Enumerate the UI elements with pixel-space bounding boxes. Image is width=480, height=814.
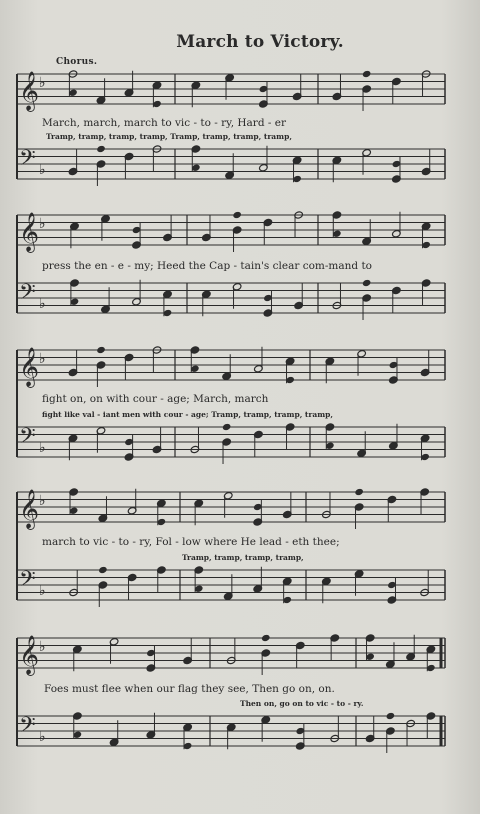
system-1-small-lyric: Tramp, tramp, tramp, tramp, Tramp, tramp, tramp, tramp, <box>46 132 292 141</box>
note-head <box>98 566 108 574</box>
treble-clef-icon: 𝄞 <box>19 212 40 252</box>
hymn-title: March to Victory. <box>176 32 344 52</box>
flat-icon: ♭ <box>39 162 46 178</box>
flat-icon: ♭ <box>39 296 46 312</box>
flat-icon: ♭ <box>39 639 46 655</box>
system-5-small-lyric: Then on, go on to vic - to - ry. <box>240 699 364 708</box>
treble-clef-icon: 𝄞 <box>19 635 40 675</box>
flat-icon: ♭ <box>39 440 46 456</box>
treble-clef-icon: 𝄞 <box>19 71 40 111</box>
bass-clef-icon: 𝄢 <box>19 280 36 310</box>
flat-icon: ♭ <box>39 729 46 745</box>
note-head <box>362 70 372 78</box>
note-head <box>232 211 242 219</box>
flat-icon: ♭ <box>39 583 46 599</box>
note-head <box>96 145 106 153</box>
note-head <box>354 488 364 496</box>
flat-icon: ♭ <box>39 351 46 367</box>
note-head <box>362 279 372 287</box>
bass-clef-icon: 𝄢 <box>19 713 36 743</box>
flat-icon: ♭ <box>39 493 46 509</box>
note-head <box>222 423 232 431</box>
note-head <box>261 634 271 642</box>
system-3-lyric: fight on, on with cour - age; March, march <box>42 393 269 405</box>
treble-clef-icon: 𝄞 <box>19 347 40 387</box>
system-3-small-lyric: fight like val - iant men with cour - age; Tramp, tramp, tramp, tramp, <box>42 410 333 419</box>
bass-clef-icon: 𝄢 <box>19 146 36 176</box>
bass-clef-icon: 𝄢 <box>19 424 36 454</box>
note-head <box>386 712 396 720</box>
bass-clef-icon: 𝄢 <box>19 567 36 597</box>
system-1-lyric: March, march, march to vic - to - ry, Hard - er <box>42 117 287 129</box>
system-2-lyric: press the en - e - my; Heed the Cap - tain's clear com-mand to <box>42 260 372 272</box>
flat-icon: ♭ <box>39 75 46 91</box>
note-head <box>96 346 106 354</box>
system-5-lyric: Foes must flee when our flag they see, Then go on, on. <box>44 683 335 695</box>
treble-clef-icon: 𝄞 <box>19 489 40 529</box>
system-4-small-lyric: Tramp, tramp, tramp, tramp, <box>182 553 304 562</box>
chorus-label: Chorus. <box>56 57 98 67</box>
system-4-lyric: march to vic - to - ry, Fol - low where He lead - eth thee; <box>42 536 340 548</box>
flat-icon: ♭ <box>39 216 46 232</box>
